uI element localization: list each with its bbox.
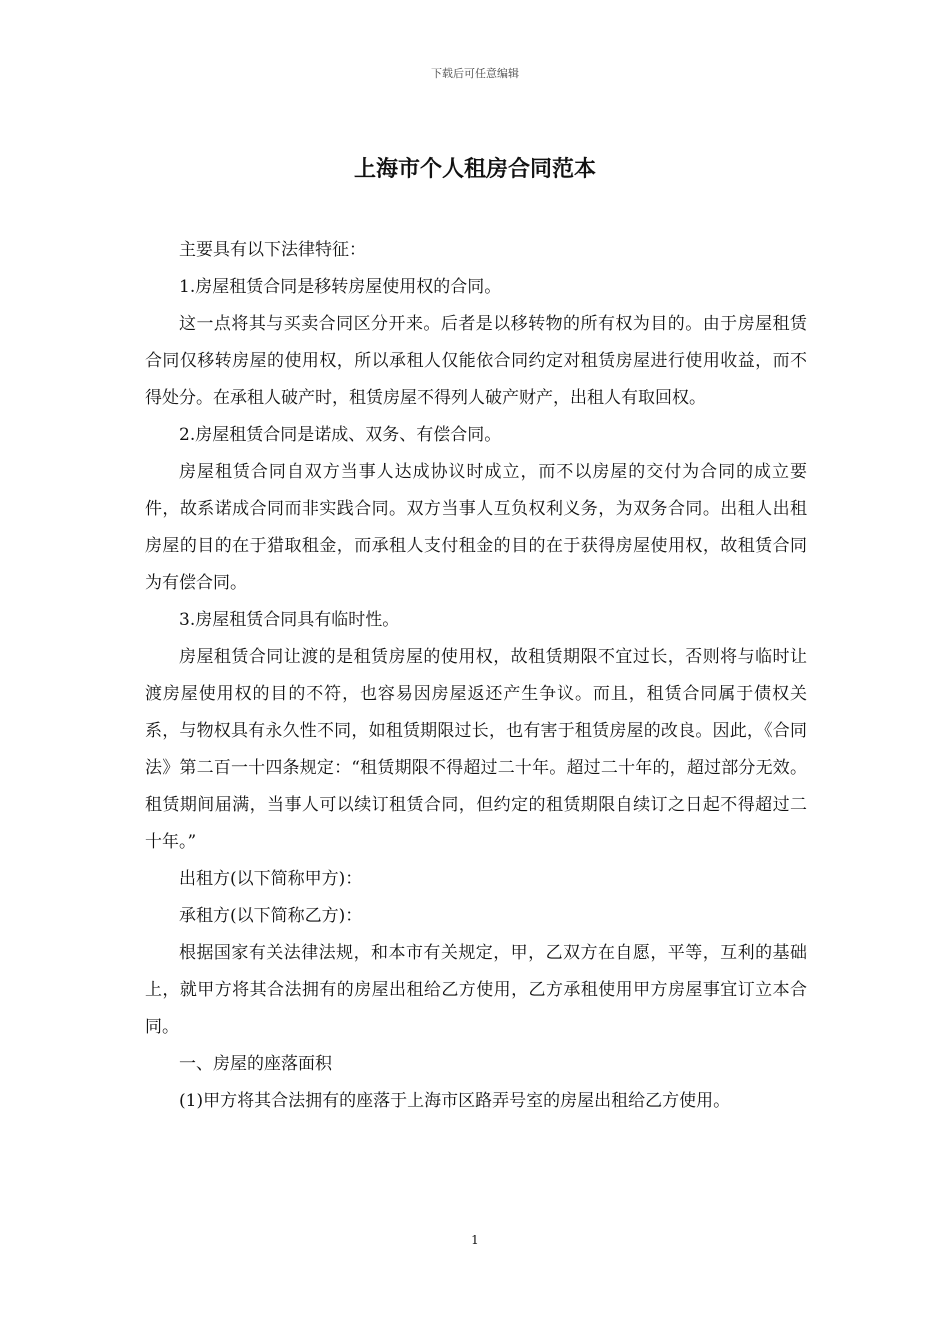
paragraph-section-1-heading: 一、房屋的座落面积	[179, 1054, 332, 1074]
page-number: 1	[471, 1233, 479, 1247]
paragraph-preamble: 根据国家有关法律法规，和本市有关规定，甲，乙双方在自愿，平等，互利的基础上，就甲方将其合法拥有的房屋出租给乙方使用，乙方承租使用甲方房屋事宜订立本合同。	[145, 943, 807, 1037]
paragraph-intro: 主要具有以下法律特征：	[179, 240, 366, 260]
paragraph-feature-1-body: 这一点将其与买卖合同区分开来。后者是以移转物的所有权为目的。由于房屋租赁合同仅移转房屋的使用权，所以承租人仅能依合同约定对租赁房屋进行使用收益，而不得处分。在承租人破产时，租赁房屋不得列人破产财产，出租人有取回权。	[145, 314, 807, 408]
paragraph-feature-3-body: 房屋租赁合同让渡的是租赁房屋的使用权，故租赁期限不宜过长，否则将与临时让渡房屋使用权的目的不符，也容易因房屋返还产生争议。而且，租赁合同属于债权关系，与物权具有永久性不同，如租赁期限过长，也有害于租赁房屋的改良。因此，《合同法》第二百一十四条规定：“租赁期限不得超过二十年。超过二十年的，超过部分无效。租赁期间届满，当事人可以续订租赁合同，但约定的租赁期限自续订之日起不得超过二十年。”	[145, 647, 807, 852]
paragraph-feature-3-heading: 3.房屋租赁合同具有临时性。	[179, 610, 400, 630]
document-title: 上海市个人租房合同范本	[353, 157, 596, 182]
paragraph-lessor: 出租方(以下简称甲方)：	[179, 869, 363, 889]
paragraph-feature-2-heading: 2.房屋租赁合同是诺成、双务、有偿合同。	[179, 425, 502, 445]
page-header-note: 下载后可任意编辑	[431, 67, 519, 80]
document-body	[145, 232, 807, 1120]
paragraph-feature-1-heading: 1.房屋租赁合同是移转房屋使用权的合同。	[179, 277, 502, 297]
paragraph-lessee: 承租方(以下简称乙方)：	[179, 906, 363, 926]
paragraph-feature-2-body: 房屋租赁合同自双方当事人达成协议时成立，而不以房屋的交付为合同的成立要件，故系诺成合同而非实践合同。双方当事人互负权利义务，为双务合同。出租人出租房屋的目的在于猎取租金，而承租人支付租金的目的在于获得房屋使用权，故租赁合同为有偿合同。	[145, 462, 807, 593]
paragraph-section-1-item-1: (1)甲方将其合法拥有的座落于上海市区路弄号室的房屋出租给乙方使用。	[179, 1091, 731, 1111]
